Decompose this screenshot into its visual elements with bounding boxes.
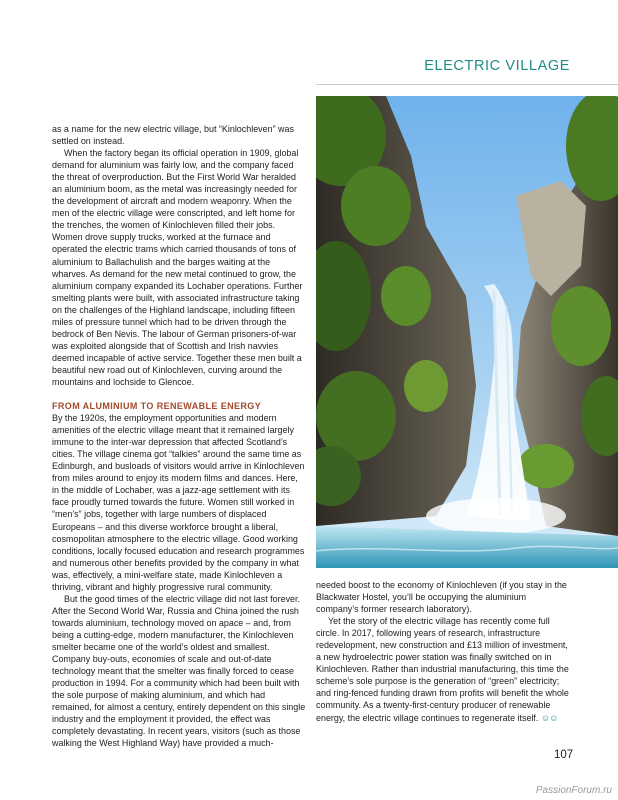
paragraph-decline: But the good times of the electric village did not last forever. After the Second World War, Russia and China joined the rush towards aluminium, technology moved on apace – and, from being a cutting-edge, modern manufacturer, the Kinlochleven smelter became one of the world’s oldest and smallest. Company buy-outs, economies of scale and out-of-date technology meant that the smelter was finally forced to cease production in 1994. For a community which had been built with the sole purpose of making aluminium, and which had remained, for almost a century, entirely dependent on this single industry and the employment it provided, the effect was completely devastating. In recent years, visitors (such as those walking the West Highland Way) have provided a much-	[52, 593, 306, 749]
subheading: FROM ALUMINIUM TO RENEWABLE ENERGY	[52, 401, 262, 412]
section-title: ELECTRIC VILLAGE	[424, 58, 570, 74]
page-number: 107	[554, 749, 574, 761]
paragraph-continuation: as a name for the new electric village, but “Kinlochleven” was settled on instead.	[52, 124, 294, 147]
right-text-column	[316, 579, 571, 724]
waterfall-photo	[316, 96, 618, 568]
watermark: PassionForum.ru	[535, 785, 612, 796]
end-mark-icon: ☺☺	[540, 712, 558, 723]
paragraph-interwar: By the 1920s, the employment opportunities and modern amenities of the electric village meant that it remained largely immune to the inter-war depression that affected Scotland’s cities. The village cinema got “talkies” around the same time as Edinburgh, and busloads of visitors would arrive in Kinlochleven from miles around to enjoy its modern films and dances. Here, in the middle of Lochaber, was a jazz-age settlement with its face proudly turned towards the future. Women still worked in “men’s” jobs, together with large numbers of displaced Europeans – and this diverse workforce brought a liberal, cosmopolitan atmosphere to the electric village. Good working conditions, locally focused education and research programmes and numerous other benefits provided by the company in what was, effectively, a mini-welfare state, made Kinlochleven a thriving, vibrant and highly progressive rural community.	[52, 413, 305, 592]
paragraph-hostel: needed boost to the economy of Kinlochleven (if you stay in the Blackwater Hostel, you’ll be occupying the aluminium company’s former research laboratory).	[316, 580, 567, 615]
waterfall-illustration	[316, 96, 618, 568]
header-divider	[316, 84, 618, 85]
paragraph-war-boom: When the factory began its official operation in 1909, global demand for aluminium was fairly low, and the company faced the threat of overproduction. But the First World War heralded an aluminium boom, as the metal was increasingly needed for the development of aircraft and modern weaponry. When the men of the electric village were conscripted, and left home for the trenches, the women of Kinlochleven filled their jobs. Women drove supply trucks, worked at the furnace and operated the electric trams which carried thousands of tons of aluminium to Ballachulish and the barges waiting at the wharves. As demand for the new metal continued to grow, the aluminium company expanded its Lochaber operations. Further smelting plants were built, with associated infrastructure taking on the challenges of the Highland landscape, including fifteen miles of pressure tunnel which had to be driven through the bedrock of Ben Nevis. The labour of German prisoners-of-war was exploited alongside that of Scottish and Irish navvies deemed incapable of active service. Together these men built a beautiful new road out of Kinlochleven, curving around the mountains and lochside to Glencoe.	[52, 148, 303, 387]
paragraph-renewable	[316, 615, 571, 723]
paragraph-renewable-text: Yet the story of the electric village has recently come full circle. In 2017, following years of research, infrastructure redevelopment, new construction and £13 million of investment, a new hydroelectric power station was finally switched on in Kinlochleven. Rather than industrial manufacturing, this time the scheme’s sole purpose is the generation of “green” electricity; and ring-fenced funding drawn from profits will benefit the whole community. As a twenty-first-century producer of renewable energy, the electric village continues to regenerate itself.	[316, 616, 569, 723]
left-text-column	[52, 123, 307, 749]
